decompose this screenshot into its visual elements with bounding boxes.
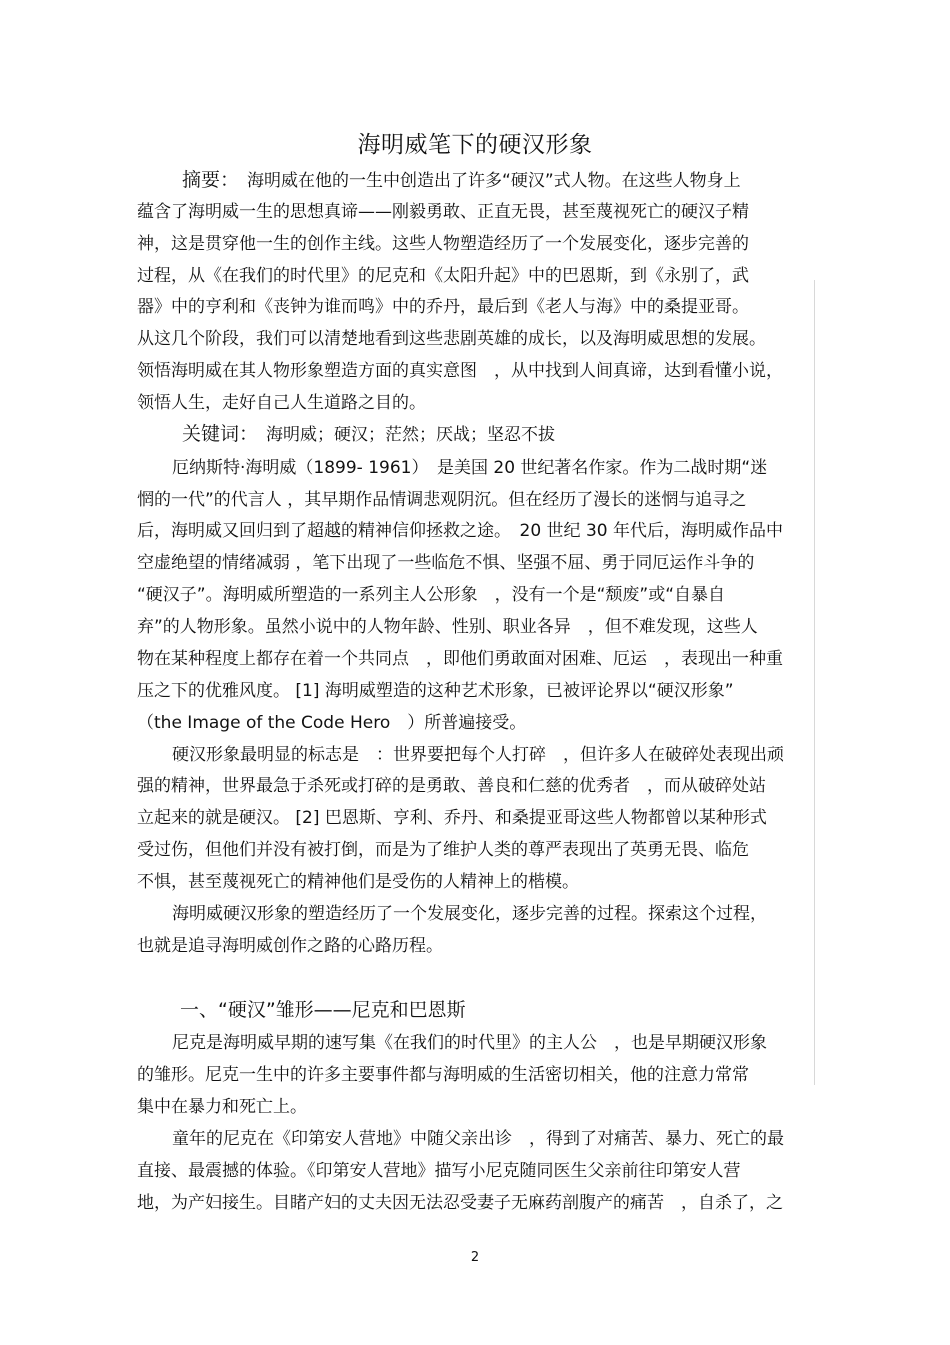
abstract-first-line — [182, 170, 741, 191]
paragraph-line: 直接、最震撼的体验。《印第安人营地》描写小尼克随同医生父亲前往印第安人营 — [137, 1161, 741, 1181]
page-title: 海明威笔下的硬汉形象 — [357, 132, 593, 158]
paragraph-line: 海明威硬汉形象的塑造经历了一个发展变化，逐步完善的过程。探索这个过程， — [172, 904, 767, 924]
keywords-text: 海明威；硬汉；茫然；厌战；坚忍不拔 — [266, 425, 556, 445]
paragraph-line: 也就是追寻海明威创作之路的心路历程。 — [137, 936, 443, 956]
paragraph-line: 的雏形。尼克一生中的许多主要事件都与海明威的生活密切相关，他的注意力常常 — [137, 1065, 749, 1085]
paragraph-line: 压之下的优雅风度。 [1] 海明威塑造的这种艺术形象，已被评论界以“硬汉形象” — [137, 681, 734, 701]
abstract-line: 蕴含了海明威一生的思想真谛——刚毅勇敢、正直无畏，甚至蔑视死亡的硬汉子精 — [137, 202, 749, 222]
keywords-line — [182, 424, 555, 445]
paragraph-line: 不惧，甚至蔑视死亡的精神他们是受伤的人精神上的楷模。 — [137, 872, 579, 892]
abstract-line: 过程，从《在我们的时代里》的尼克和《太阳升起》中的巴恩斯，到《永别了，武 — [137, 266, 749, 286]
paragraph-line: 物在某种程度上都存在着一个共同点 ，即他们勇敢面对困难、厄运 ，表现出一种重 — [137, 649, 783, 669]
paragraph-line: 弃”的人物形象。虽然小说中的人物年龄、性别、职业各异 ，但不难发现，这些人 — [137, 617, 758, 637]
abstract-label: 摘要： — [182, 169, 240, 191]
page-number: 2 — [470, 1250, 480, 1265]
paragraph-line: 硬汉形象最明显的标志是 ：世界要把每个人打碎 ，但许多人在破碎处表现出顽 — [172, 745, 784, 765]
paragraph-line: （the Image of the Code Hero ）所普遍接受。 — [137, 713, 527, 733]
paragraph-line: 后，海明威又回归到了超越的精神信仰拯救之途。 20 世纪 30 年代后，海明威作品中 — [137, 521, 783, 541]
keywords-label: 关键词： — [182, 423, 259, 445]
abstract-line: 领悟海明威在其人物形象塑造方面的真实意图 ，从中找到人间真谛，达到看懂小说， — [137, 361, 783, 381]
section-heading: 一、“硬汉”雏形——尼克和巴恩斯 — [180, 999, 466, 1021]
paragraph-line: 强的精神，世界最急于杀死或打碎的是勇敢、善良和仁慈的优秀者 ，而从破碎处站 — [137, 776, 766, 796]
paragraph-line: “硬汉子”。海明威所塑造的一系列主人公形象 ，没有一个是“颓废”或“自暴自 — [137, 585, 726, 605]
paragraph-line: 立起来的就是硬汉。 [2] 巴恩斯、亨利、乔丹、和桑提亚哥这些人物都曾以某种形式 — [137, 808, 767, 828]
paragraph-line: 尼克是海明威早期的速写集《在我们的时代里》的主人公 ，也是早期硬汉形象 — [172, 1033, 767, 1053]
abstract-line: 神，这是贯穿他一生的创作主线。这些人物塑造经历了一个发展变化，逐步完善的 — [137, 234, 749, 254]
abstract-line: 器》中的亨利和《丧钟为谁而鸣》中的乔丹，最后到《老人与海》中的桑提亚哥。 — [137, 297, 749, 317]
paragraph-line: 地，为产妇接生。目睹产妇的丈夫因无法忍受妻子无麻药剖腹产的痛苦 ，自杀了，之 — [137, 1193, 783, 1213]
paragraph-line: 空虚绝望的情绪减弱 ，笔下出现了一些临危不惧、坚强不屈、勇于同厄运作斗争的 — [137, 553, 755, 573]
margin-rule — [814, 280, 815, 1085]
paragraph-line: 受过伤，但他们并没有被打倒，而是为了维护人类的尊严表现出了英勇无畏、临危 — [137, 840, 749, 860]
paragraph-line: 惘的一代”的代言人 ，其早期作品情调悲观阴沉。但在经历了漫长的迷惘与追寻之 — [137, 490, 747, 510]
paragraph-line: 厄纳斯特·海明威（1899- 1961） 是美国 20 世纪著名作家。作为二战时期“迷 — [172, 458, 768, 478]
paragraph-line: 童年的尼克在《印第安人营地》中随父亲出诊 ，得到了对痛苦、暴力、死亡的最 — [172, 1129, 784, 1149]
abstract-line: 从这几个阶段，我们可以清楚地看到这些悲剧英雄的成长，以及海明威思想的发展。 — [137, 329, 766, 349]
abstract-line: 领悟人生，走好自己人生道路之目的。 — [137, 393, 426, 413]
abstract-line: 海明威在他的一生中创造出了许多“硬汉”式人物。在这些人物身上 — [247, 171, 741, 191]
paragraph-line: 集中在暴力和死亡上。 — [137, 1097, 307, 1117]
